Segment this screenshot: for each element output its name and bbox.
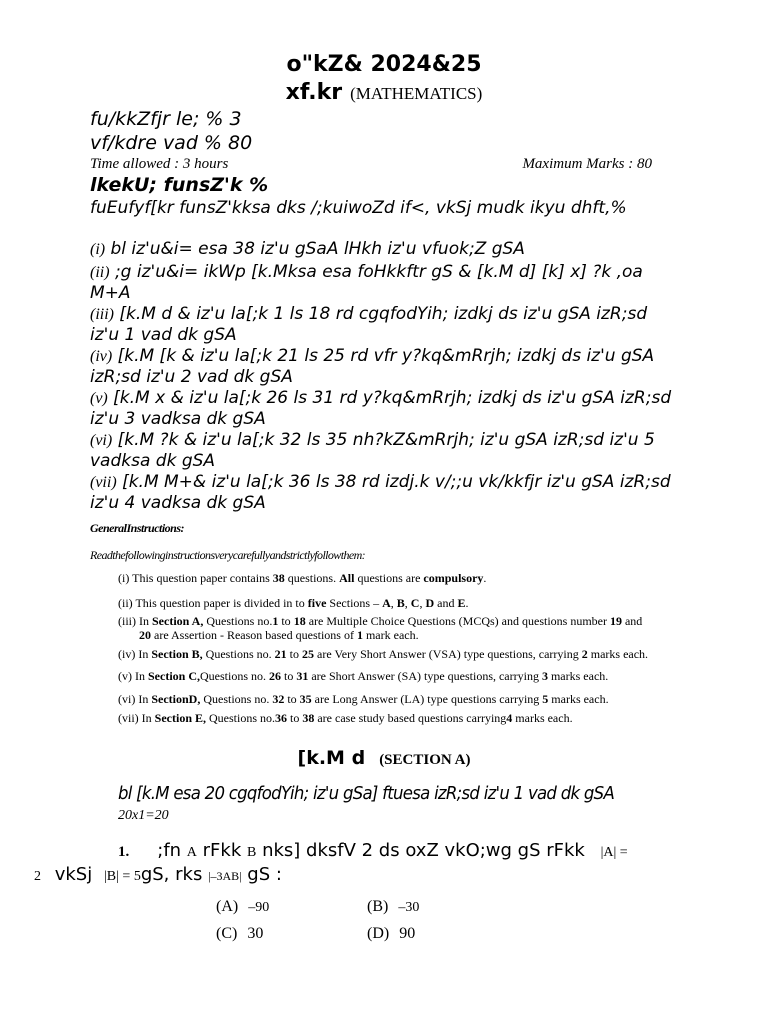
- english-instruction-item: (i) This question paper contains 38 questions. All questions are compulsory.: [118, 571, 487, 585]
- english-instruction-item: (iii) In Section A, Questions no.1 to 18 are Multiple Choice Questions (MCQs) and questions number 19 and 20 are Assertion - Reason based questions of 1 mark each.: [118, 614, 643, 642]
- english-instruction-item: (iv) In Section B, Questions no. 21 to 25 are Very Short Answer (VSA) type questions, carrying 2 marks each.: [118, 647, 649, 661]
- question-1-line-2: 2 vkSj |B| = 5gS, rks |–3AB| gS :: [34, 864, 282, 885]
- question-1-line-1: 1. ;fn A rFkk B nks] dksfV 2 ds oxZ vkO;wg gS rFkk |A| =: [118, 840, 628, 861]
- section-a-marks: 20x1=20: [118, 808, 169, 823]
- general-instructions-hindi-heading: lkekU; funsZ'k %: [90, 174, 269, 196]
- hindi-instruction-item: (vi) [k.M ?k & iz'u la[;k 32 ls 35 nh?kZ&mRrjh; iz'u gSA izR;sd iz'u 5 vadksa dk gSA: [90, 430, 655, 471]
- instructions-hindi-intro: fuEufyf[kr funsZ'kksa dks /;kuiwoZd if<, vkSj mudk ikyu dhft,%: [90, 198, 627, 218]
- english-instruction-item: (v) In Section C,Questions no. 26 to 31 are Short Answer (SA) type questions, carrying 3 marks each.: [118, 669, 609, 683]
- exam-year-title: o"kZ& 2024&25: [286, 52, 482, 77]
- hindi-instruction-item: (vii) [k.M M+& iz'u la[;k 36 ls 38 rd izdj.k v/;;u vk/kkfjr iz'u gSA izR;sd iz'u 4 vadksa dk gSA: [90, 472, 671, 513]
- instructions-english-intro: Readthefollowinginstructionsverycarefullyandstrictlyfollowthem:: [90, 548, 366, 562]
- english-instruction-item: (ii) This question paper is divided in to five Sections – A, B, C, D and E.: [118, 596, 469, 610]
- duration-hindi: fu/kkZfjr le; % 3: [90, 108, 242, 130]
- subject-hindi: xf.kr: [285, 80, 343, 105]
- hindi-instruction-item: (iv) [k.M [k & iz'u la[;k 21 ls 25 rd vfr y?kq&mRrjh; izdkj ds iz'u gSA izR;sd iz'u 2 vad dk gSA: [90, 346, 655, 387]
- time-allowed: Time allowed : 3 hours: [90, 156, 229, 172]
- option-b[interactable]: (B) –30: [367, 898, 420, 915]
- english-instruction-item: (vii) In Section E, Questions no.36 to 38 are case study based questions carrying4 marks each.: [118, 711, 573, 725]
- question-number: 1.: [118, 844, 130, 860]
- hindi-instruction-item: (v) [k.M x & iz'u la[;k 26 ls 31 rd y?kq&mRrjh; izdkj ds iz'u gSA izR;sd iz'u 3 vadksa dk gSA: [90, 388, 672, 429]
- general-instructions-english-heading: GeneralInstructions:: [90, 521, 185, 535]
- subject-english: (MATHEMATICS): [350, 84, 483, 103]
- max-marks-hindi: vf/kdre vad % 80: [90, 132, 253, 154]
- section-a-heading-hindi: [k.M d: [297, 747, 366, 769]
- english-instruction-item: (vi) In SectionD, Questions no. 32 to 35 are Long Answer (LA) type questions carrying 5 marks each.: [118, 692, 609, 706]
- section-a-heading: [0, 747, 768, 769]
- time-marks-row: [90, 156, 652, 173]
- section-a-description: bl [k.M esa 20 cgqfodYih; iz'u gSa] ftuesa izR;sd iz'u 1 vad dk gSA: [118, 783, 615, 804]
- option-d[interactable]: (D) 90: [367, 925, 416, 942]
- hindi-instruction-item: (i) bl iz'u&i= esa 38 iz'u gSaA lHkh iz'u vfuok;Z gSA: [90, 239, 525, 259]
- section-a-heading-english: (SECTION A): [379, 752, 471, 768]
- maximum-marks: Maximum Marks : 80: [522, 156, 652, 172]
- hindi-instruction-item: (iii) [k.M d & iz'u la[;k 1 ls 18 rd cgqfodYih; izdkj ds iz'u gSA izR;sd iz'u 1 vad dk gSA: [90, 304, 648, 345]
- option-a[interactable]: (A) –90: [216, 898, 270, 915]
- hindi-instruction-item: (ii) ;g iz'u&i= ikWp [k.Mksa esa foHkkftr gS & [k.M d] [k] x] ?k ,oa M+A: [90, 262, 643, 303]
- subject-title: [0, 80, 768, 105]
- option-c[interactable]: (C) 30: [216, 925, 264, 942]
